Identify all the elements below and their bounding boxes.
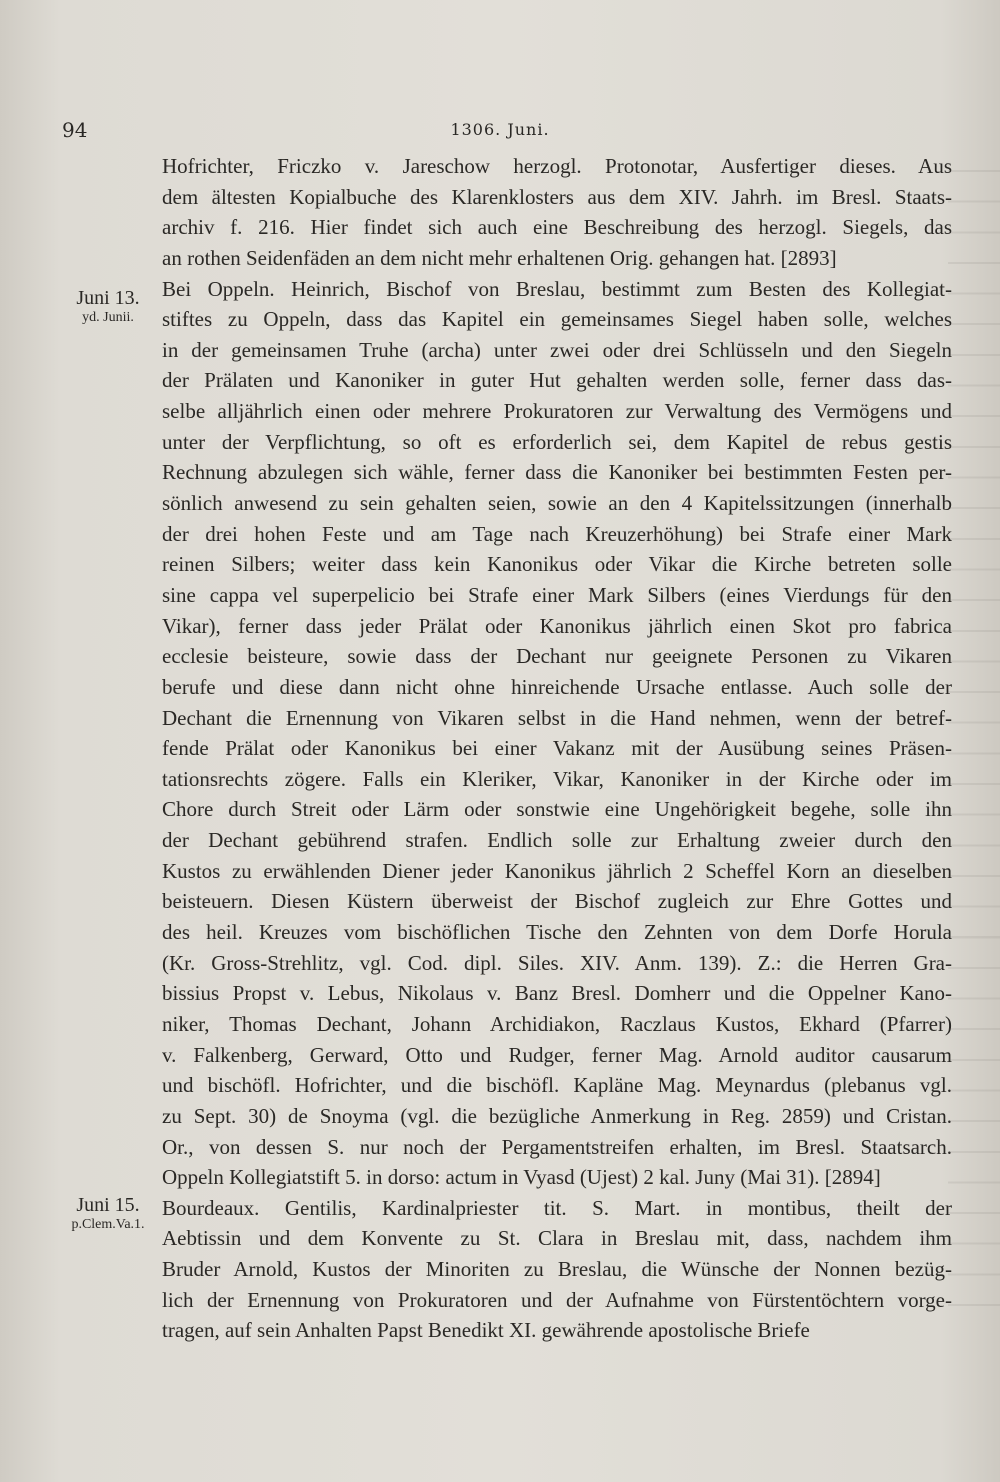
text-line: reinen Silbers; weiter dass kein Kanonikus oder Vikar die Kirche betreten solle (162, 552, 952, 577)
text-line: an rothen Seidenfäden an dem nicht mehr erhaltenen Orig. gehangen hat. [2893] (162, 245, 837, 270)
text-line: Dechant die Ernennung von Vikaren selbst in die Hand nehmen, wenn der betref- (162, 705, 952, 730)
text-line: Kustos zu erwählenden Diener jeder Kanonikus jährlich 2 Scheffel Korn an dieselben (162, 858, 952, 883)
text-line: der Prälaten und Kanoniker in guter Hut gehalten werden solle, ferner dass das- (162, 368, 952, 393)
page-number: 94 (62, 118, 88, 142)
text-line: der drei hohen Feste und am Tage nach Kreuzerhöhung) bei Strafe einer Mark (162, 521, 952, 546)
margin-note-source: yd. Junii. (82, 310, 134, 325)
text-line: v. Falkenberg, Gerward, Otto und Rudger, ferner Mag. Arnold auditor causarum (162, 1042, 952, 1067)
text-line: lich der Ernennung von Prokuratoren und der Aufnahme von Fürstentöchtern vorge- (162, 1287, 952, 1312)
text-line: (Kr. Gross-Strehlitz, vgl. Cod. dipl. Siles. XIV. Anm. 139). Z.: die Herren Gra- (162, 950, 952, 975)
text-line: Oppeln Kollegiatstift 5. in dorso: actum in Vyasd (Ujest) 2 kal. Juny (Mai 31). [2894] (162, 1165, 881, 1190)
text-line: Bruder Arnold, Kustos der Minoriten zu Breslau, die Wünsche der Nonnen bezüg- (162, 1257, 952, 1282)
text-line: Vikar), ferner dass jeder Prälat oder Kanonikus jährlich einen Skot pro fabrica (162, 613, 952, 638)
text-line: dem ältesten Kopialbuche des Klarenklosters aus dem XIV. Jahrh. im Bresl. Staats- (162, 184, 952, 209)
text-line: Aebtissin und dem Konvente zu St. Clara in Breslau mit, dass, nachdem ihm (162, 1226, 952, 1251)
text-line: Rechnung abzulegen sich wähle, ferner dass die Kanoniker bei bestimmten Festen per- (162, 460, 952, 485)
text-line: und bischöfl. Hofrichter, und die bischöfl. Kapläne Mag. Meynardus (plebanus vgl. (162, 1073, 952, 1098)
text-line: beisteuern. Diesen Küstern überweist der Bischof zugleich zur Ehre Gottes und (162, 889, 952, 914)
text-line: in der gemeinsamen Truhe (archa) unter zwei oder drei Schlüsseln und den Siegeln (162, 337, 952, 362)
text-line: Or., von dessen S. nur noch der Pergamentstreifen erhalten, im Bresl. Staatsarch. (162, 1134, 952, 1159)
margin-note-source: p.Clem.Va.1. (71, 1217, 145, 1232)
text-line: Bourdeaux. Gentilis, Kardinalpriester tit. S. Mart. in montibus, theilt der (162, 1195, 952, 1220)
text-line: tationsrechts zögere. Falls ein Kleriker, Vikar, Kanoniker in der Kirche oder im (162, 766, 952, 791)
margin-note-1 (58, 288, 158, 328)
text-line: unter der Verpflichtung, so oft es erforderlich sei, dem Kapitel de rebus gestis (162, 429, 952, 454)
text-line: sönlich anwesend zu sein gehalten seien, sowie an den 4 Kapitelssitzungen (innerhalb (162, 491, 952, 516)
text-line: zu Sept. 30) de Snoyma (vgl. die bezügliche Anmerkung in Reg. 2859) und Cristan. (162, 1103, 952, 1128)
bleed-through (948, 150, 1000, 1330)
text-line: Hofrichter, Friczko v. Jareschow herzogl. Protonotar, Ausfertiger dieses. Aus (162, 154, 952, 178)
body-text (162, 151, 952, 1346)
margin-note-date: Juni 15. (76, 1194, 140, 1216)
text-line: niker, Thomas Dechant, Johann Archidiakon, Raczlaus Kustos, Ekhard (Pfarrer) (162, 1011, 952, 1036)
text-line: stiftes zu Oppeln, dass das Kapitel ein gemeinsames Siegel haben solle, welches (162, 307, 952, 332)
text-line: des heil. Kreuzes vom bischöflichen Tische den Zehnten von dem Dorfe Horula (162, 920, 952, 945)
margin-note-2 (58, 1195, 158, 1235)
text-line: ecclesie beisteure, sowie dass der Dechant nur geeignete Personen zu Vikaren (162, 644, 952, 669)
text-line: der Dechant gebührend strafen. Endlich solle zur Erhaltung zweier durch den (162, 828, 952, 853)
text-line: tragen, auf sein Anhalten Papst Benedikt XI. gewährende apostolische Briefe (162, 1318, 810, 1343)
text-line: Bei Oppeln. Heinrich, Bischof von Breslau, bestimmt zum Besten des Kollegiat- (162, 276, 952, 301)
running-head: 1306. Juni. (450, 120, 550, 139)
text-line: Chore durch Streit oder Lärm oder sonstwie eine Ungehörigkeit begehe, solle ihn (162, 797, 952, 822)
text-line: archiv f. 216. Hier findet sich auch eine Beschreibung des herzogl. Siegels, das (162, 215, 952, 240)
text-line: bissius Propst v. Lebus, Nikolaus v. Banz Bresl. Domherr und die Oppelner Kano- (162, 981, 952, 1006)
text-line: berufe und diese dann nicht ohne hinreichende Ursache entlasse. Auch solle der (162, 674, 952, 699)
text-line: sine cappa vel superpelicio bei Strafe einer Mark Silbers (eines Vierdungs für den (162, 582, 952, 607)
text-line: fende Prälat oder Kanonikus bei einer Vakanz mit der Ausübung seines Präsen- (162, 736, 952, 761)
margin-note-date: Juni 13. (76, 287, 140, 309)
text-line: selbe alljährlich einen oder mehrere Prokuratoren zur Verwaltung des Vermögens und (162, 399, 952, 424)
